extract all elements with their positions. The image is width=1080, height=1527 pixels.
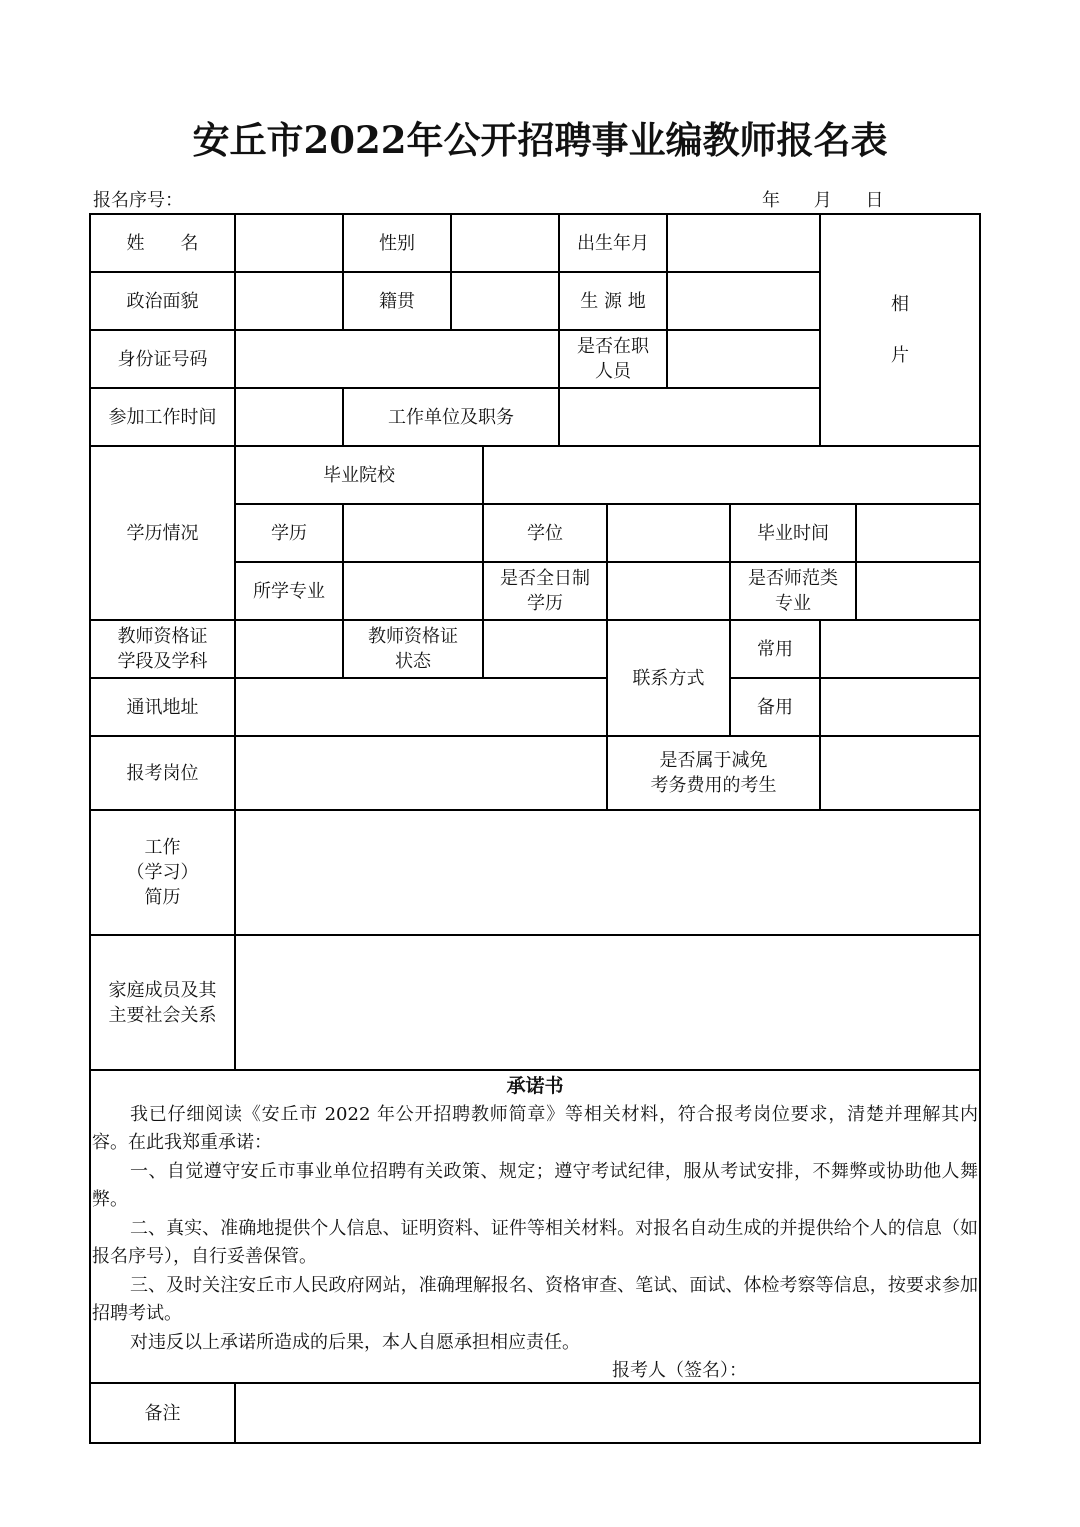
input-work-unit[interactable] [560,389,819,445]
label-political-text: 政治面貌 [126,290,199,312]
label-origin [560,273,666,329]
input-origin[interactable] [668,273,819,329]
label-family [91,936,234,1069]
label-employed-line2: 人员 [595,361,631,382]
input-family[interactable] [236,936,979,1069]
input-birth[interactable] [668,215,819,271]
pledge-section [92,1072,978,1386]
input-phone-backup[interactable] [821,679,979,735]
input-degree[interactable] [608,505,729,561]
label-fee-line1: 是否属于减免 [659,750,768,771]
label-remarks-text: 备注 [144,1402,181,1424]
form-title: 安丘市2022年公开招聘事业编教师报名表 [192,118,888,162]
label-political [91,273,234,329]
month-label: 月 [813,190,832,211]
label-degree [484,505,606,561]
label-degree-text: 学位 [527,522,563,544]
label-address [91,679,234,735]
input-employed[interactable] [668,331,819,387]
label-native [344,273,450,329]
label-major-text: 所学专业 [253,580,325,602]
label-normal [731,563,855,619]
input-remarks[interactable] [236,1384,979,1442]
input-phone-main[interactable] [821,621,979,677]
label-resume-line1: 工作 [144,837,181,858]
label-position-text: 报考岗位 [126,762,199,784]
day-label: 日 [865,190,884,211]
label-resume-line3: 简历 [144,887,181,908]
input-gender[interactable] [452,215,558,271]
label-contact-text: 联系方式 [632,667,705,689]
label-degree-level [236,505,342,561]
label-fee-line2: 考务费用的考生 [650,775,777,796]
label-family-line1: 家庭成员及其 [108,979,217,1001]
input-cert-stage[interactable] [236,621,342,677]
label-school-text: 毕业院校 [323,464,395,486]
label-fulltime-line1: 是否全日制 [500,568,590,589]
label-name [91,215,234,271]
label-native-text: 籍贯 [379,290,415,312]
label-resume-line2: （学习） [126,862,199,883]
label-degree-level-text: 学历 [271,522,307,544]
input-fulltime[interactable] [608,563,729,619]
serial-number-label: 报名序号： [93,190,183,211]
pledge-paragraph-2: 一、自觉遵守安丘市事业单位招聘有关政策、规定；遵守考试纪律，服从考试安排，不舞弊或协助他人舞弊。 [92,1160,978,1210]
pledge-paragraph-5: 对违反以上承诺所造成的后果，本人自愿承担相应责任。 [130,1331,580,1353]
input-native[interactable] [452,273,558,329]
label-address-text: 通讯地址 [126,696,199,718]
label-id-number-text: 身份证号码 [117,348,208,370]
label-cert-stage-line1: 教师资格证 [117,626,208,647]
label-id-number [91,331,234,387]
input-grad-time[interactable] [857,505,979,561]
input-name[interactable] [236,215,342,271]
label-education [91,447,234,619]
input-major[interactable] [344,563,482,619]
input-address[interactable] [236,679,606,735]
label-cert-status-line1: 教师资格证 [368,626,458,647]
label-contact [608,621,729,735]
date-fields [762,186,911,212]
input-school[interactable] [484,447,979,503]
pledge-paragraph-4: 三、及时关注安丘市人民政府网站，准确理解报名、资格审查、笔试、面试、体检考察等信息，按要求参加招聘考试。 [92,1274,978,1324]
label-cert-stage [91,621,234,677]
input-degree-level[interactable] [344,505,482,561]
label-cert-status [344,621,482,677]
label-grad-time-text: 毕业时间 [757,522,829,544]
label-education-text: 学历情况 [126,522,199,544]
input-normal[interactable] [857,563,979,619]
label-employed-line1: 是否在职 [577,336,649,357]
label-origin-text: 生 源 地 [580,290,646,312]
label-gender-text: 性别 [379,232,415,254]
pledge-paragraph-1: 我已仔细阅读《安丘市 2022 年公开招聘教师简章》等相关材料，符合报考岗位要求，清楚并理解其内容。在此我郑重承诺： [92,1103,978,1153]
input-work-time[interactable] [236,389,342,445]
input-resume[interactable] [236,811,979,934]
label-grad-time [731,505,855,561]
label-remarks [91,1384,234,1442]
input-cert-status[interactable] [484,621,606,677]
label-employed [560,331,666,387]
input-political[interactable] [236,273,342,329]
label-fulltime [484,563,606,619]
label-fulltime-line2: 学历 [527,593,563,614]
label-phone-main [731,621,819,677]
label-work-time [91,389,234,445]
year-label: 年 [762,190,780,211]
photo-box[interactable] [821,215,979,445]
label-resume [91,811,234,934]
label-birth [560,215,666,271]
label-work-time-text: 参加工作时间 [108,406,217,428]
pledge-paragraph-3: 二、真实、准确地提供个人信息、证明资料、证件等相关材料。对报名自动生成的并提供给个人的信息（如报名序号），自行妥善保管。 [92,1217,978,1267]
label-birth-text: 出生年月 [577,232,649,254]
label-school [236,447,482,503]
label-name-text: 姓 名 [126,232,199,254]
label-phone-main-text: 常用 [757,638,793,660]
input-fee-exempt[interactable] [821,737,979,809]
photo-label-bottom: 片 [891,345,909,366]
label-cert-stage-line2: 学段及学科 [117,651,208,672]
label-cert-status-line2: 状态 [395,651,431,672]
label-work-unit-text: 工作单位及职务 [388,406,514,428]
pledge-title: 承诺书 [506,1075,564,1097]
input-id-number[interactable] [236,331,558,387]
input-position[interactable] [236,737,606,809]
label-work-unit [344,389,558,445]
label-phone-backup-text: 备用 [757,696,793,718]
photo-label-top: 相 [891,294,909,315]
label-position [91,737,234,809]
label-fee-exempt [608,737,819,809]
label-phone-backup [731,679,819,735]
signature-label: 报考人（签名）： [612,1360,747,1381]
label-gender [344,215,450,271]
label-family-line2: 主要社会关系 [108,1004,217,1026]
label-normal-line1: 是否师范类 [748,568,838,589]
label-normal-line2: 专业 [775,593,811,614]
label-major [236,563,342,619]
